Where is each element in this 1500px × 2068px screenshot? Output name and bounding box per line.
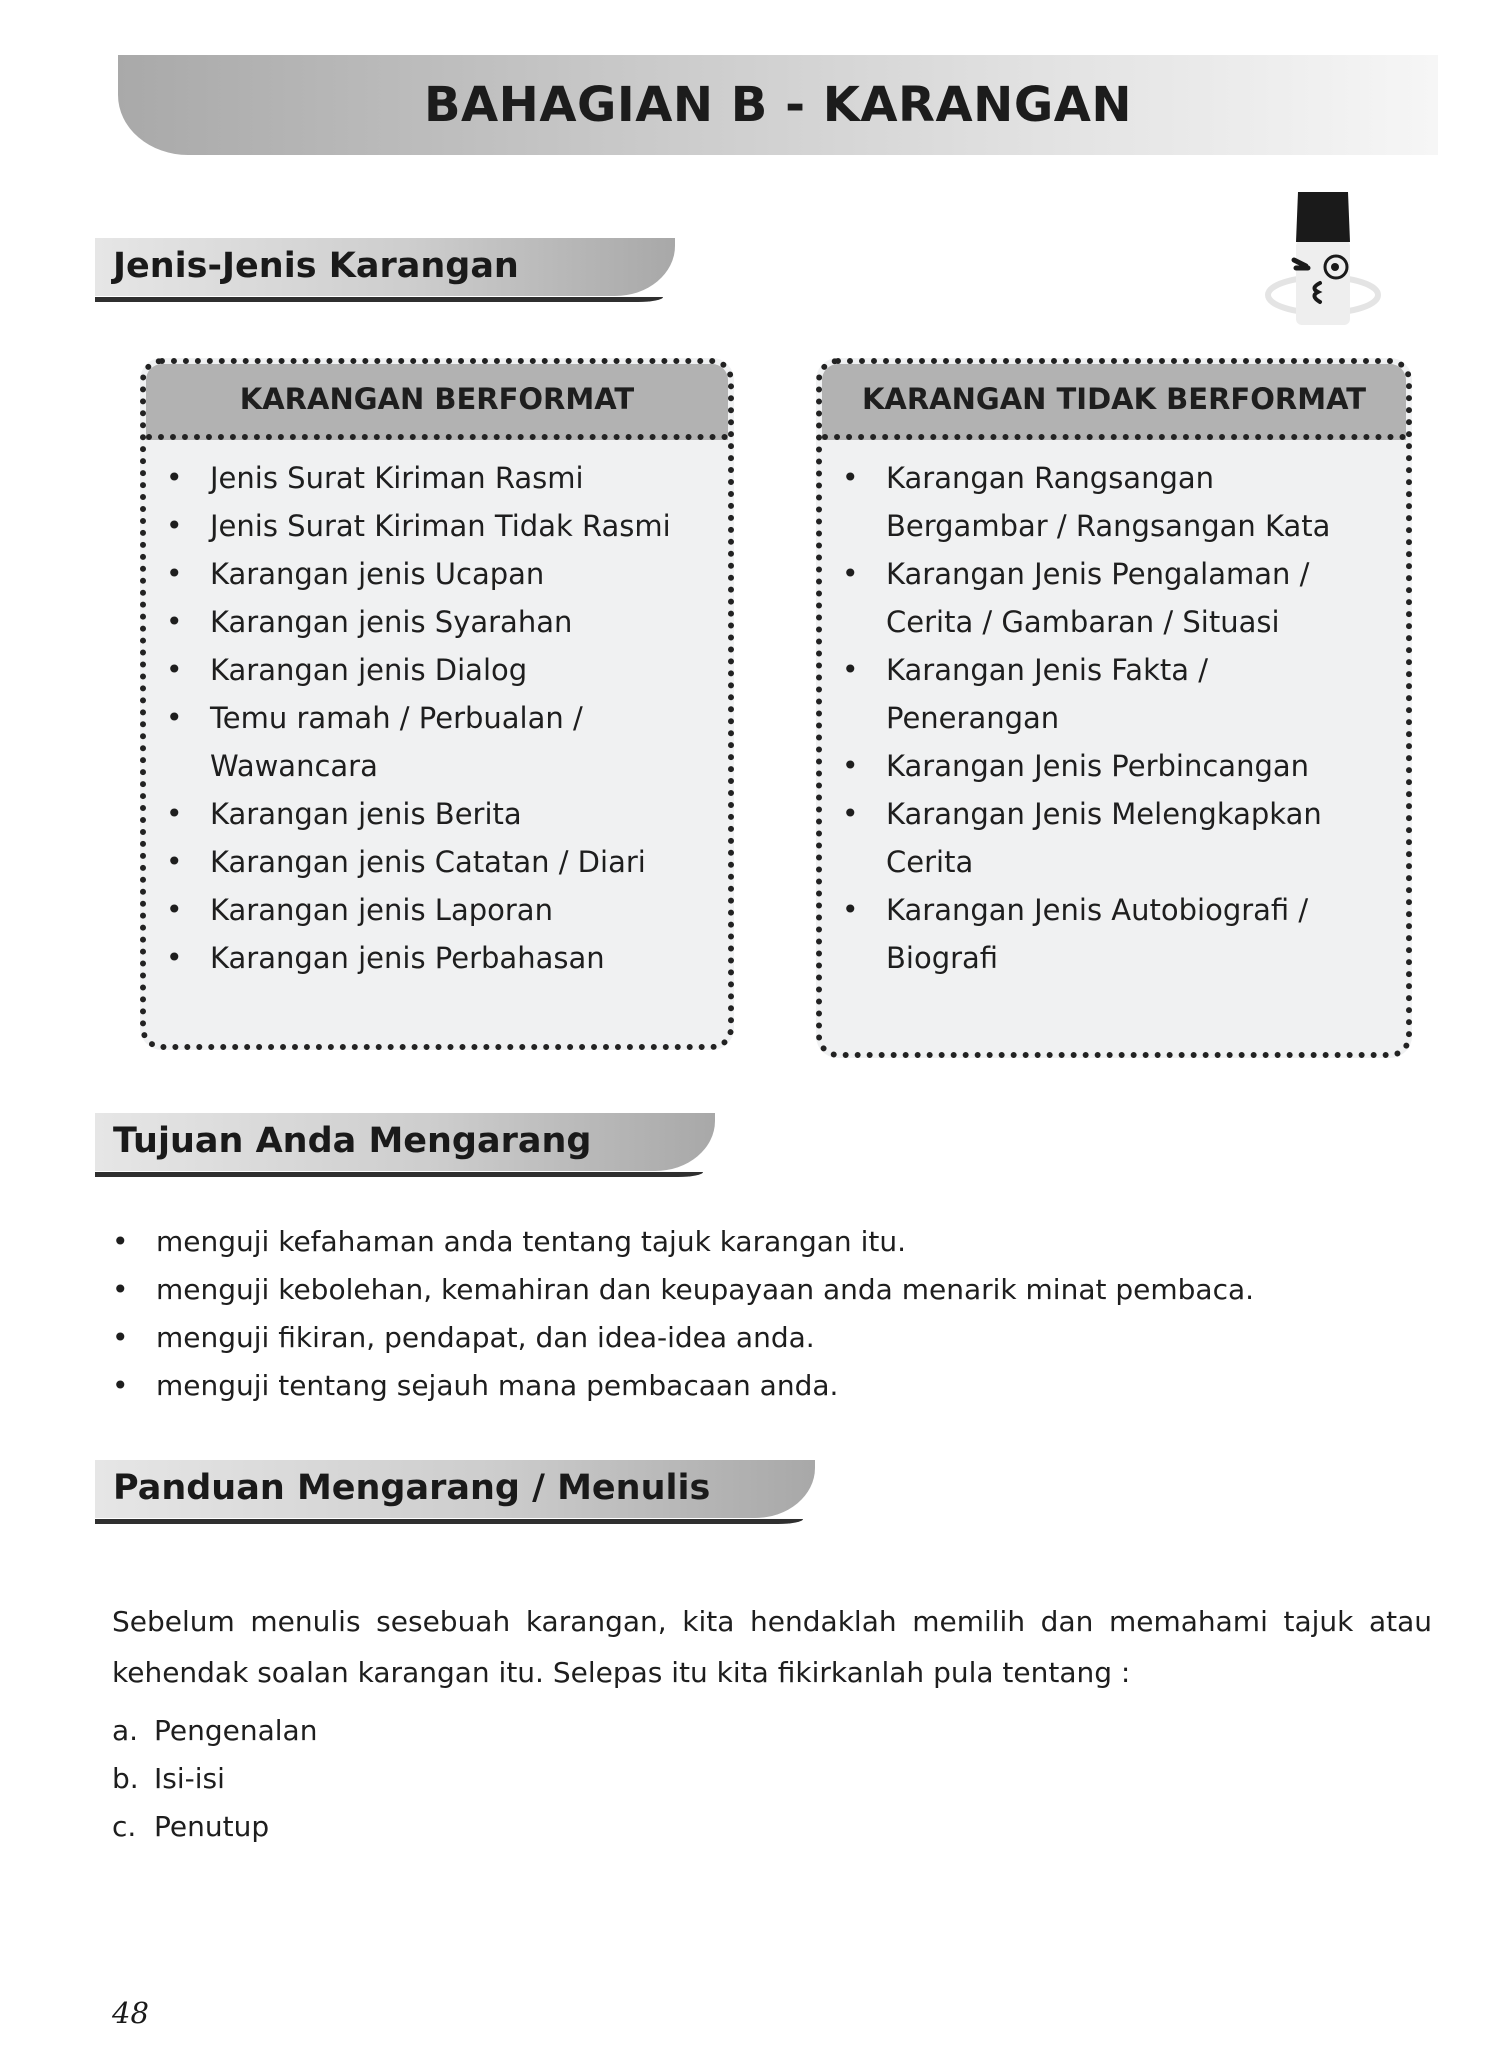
list-item: • menguji fikiran, pendapat, dan idea-idea anda. [108, 1314, 1254, 1362]
list-item: • Karangan Jenis Melengkapkan Cerita [822, 790, 1406, 886]
list-item: • Karangan Rangsangan Bergambar / Rangsangan Kata [822, 454, 1406, 550]
page-banner [118, 55, 1438, 155]
list-item: • Karangan jenis Syarahan [146, 598, 728, 646]
list-item: • Karangan jenis Ucapan [146, 550, 728, 598]
list-item: • Karangan Jenis Autobiografi / Biografi [822, 886, 1406, 982]
step-letter: a. [112, 1714, 139, 1747]
section-heading-purpose [95, 1113, 715, 1171]
list-item: • Karangan jenis Perbahasan [146, 934, 728, 982]
guide-steps-list [112, 1707, 317, 1851]
list-item: • Karangan Jenis Pengalaman / Cerita / Gambaran / Situasi [822, 550, 1406, 646]
formatted-essay-box [140, 358, 734, 1050]
step-text: Penutup [154, 1810, 270, 1843]
section-heading-text: Jenis-Jenis Karangan [113, 246, 519, 286]
page-title: BAHAGIAN B - KARANGAN [423, 77, 1133, 133]
page-number: 48 [112, 1996, 149, 2030]
list-item: • Karangan jenis Dialog [146, 646, 728, 694]
formatted-essay-box-title: KARANGAN BERFORMAT [146, 364, 728, 440]
step-letter: b. [112, 1762, 139, 1795]
list-item: • menguji kebolehan, kemahiran dan keupayaan anda menarik minat pembaca. [108, 1266, 1254, 1314]
section-heading-types [95, 238, 675, 296]
list-item [112, 1803, 317, 1851]
formatted-essay-list [146, 440, 728, 982]
list-item: • Karangan Jenis Fakta / Penerangan [822, 646, 1406, 742]
list-item: • Jenis Surat Kiriman Rasmi [146, 454, 728, 502]
purpose-list [108, 1218, 1254, 1410]
step-text: Pengenalan [154, 1714, 318, 1747]
step-text: Isi-isi [154, 1762, 225, 1795]
list-item: • menguji tentang sejauh mana pembacaan anda. [108, 1362, 1254, 1410]
unformatted-essay-box [816, 358, 1412, 1058]
guide-intro-paragraph: Sebelum menulis sesebuah karangan, kita hendaklah memilih dan memahami tajuk atau kehendak soalan karangan itu. Selepas itu kita fikirkanlah pula tentang : [112, 1605, 1432, 1689]
list-item: • Karangan jenis Berita [146, 790, 728, 838]
list-item: • Karangan jenis Laporan [146, 886, 728, 934]
unformatted-essay-box-title: KARANGAN TIDAK BERFORMAT [822, 364, 1406, 440]
list-item [112, 1707, 317, 1755]
list-item: • Karangan Jenis Perbincangan [822, 742, 1406, 790]
section-heading-text: Panduan Mengarang / Menulis [113, 1468, 711, 1508]
section-heading-guide [95, 1460, 815, 1518]
step-letter: c. [112, 1810, 137, 1843]
section-heading-text: Tujuan Anda Mengarang [113, 1121, 592, 1161]
list-item: • menguji kefahaman anda tentang tajuk karangan itu. [108, 1218, 1254, 1266]
winking-marker-mascot-icon [1258, 180, 1388, 330]
unformatted-essay-list [822, 440, 1406, 982]
list-item: • Karangan jenis Catatan / Diari [146, 838, 728, 886]
list-item [112, 1755, 317, 1803]
list-item: • Temu ramah / Perbualan / Wawancara [146, 694, 728, 790]
list-item: • Jenis Surat Kiriman Tidak Rasmi [146, 502, 728, 550]
